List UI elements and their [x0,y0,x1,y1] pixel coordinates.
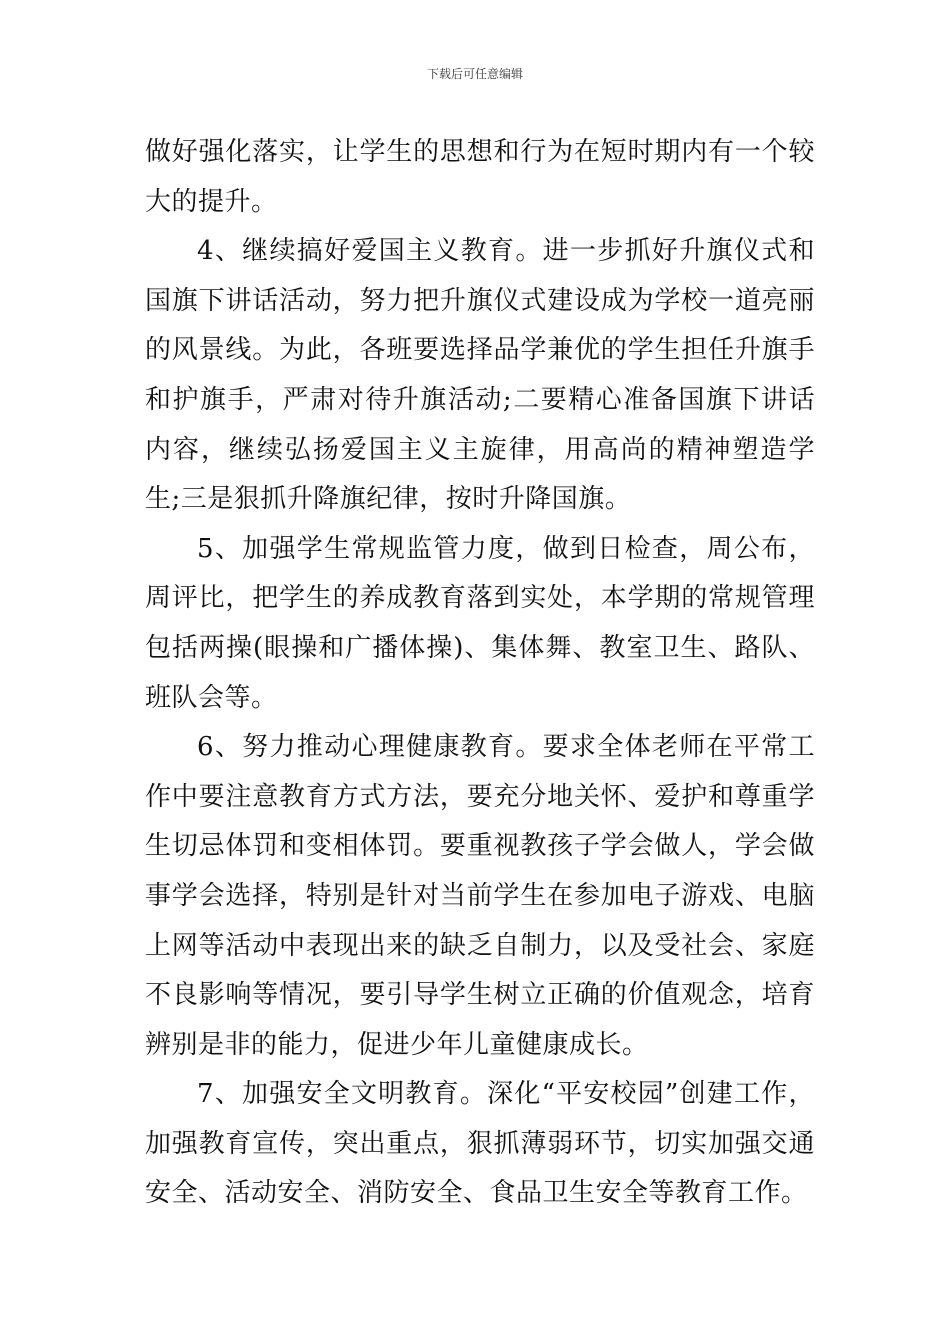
paragraph-continuation: 做好强化落实，让学生的思想和行为在短时期内有一个较大的提升。 [145,137,815,217]
paragraph-item-7: 7、加强安全文明教育。深化“平安校园”创建工作，加强教育宣传，突出重点，狠抓薄弱环节，切实加强交通安全、活动安全、消防安全、食品卫生安全等教育工作。 [145,1079,815,1209]
paragraph-item-6: 6、努力推动心理健康教育。要求全体老师在平常工作中要注意教育方式方法，要充分地关怀、爱护和尊重学生切忌体罚和变相体罚。要重视教孩子学会做人，学会做事学会选择，特别是针对当前学生在参加电子游戏、电脑上网等活动中表现出来的缺乏自制力，以及受社会、家庭不良影响等情况，要引导学生树立正确的价值观念，培育辨别是非的能力，促进少年儿童健康成长。 [145,732,815,1060]
document-body [145,128,815,1219]
paragraph-item-5: 5、加强学生常规监管力度，做到日检查，周公布，周评比，把学生的养成教育落到实处，本学期的常规管理包括两操(眼操和广播体操)、集体舞、教室卫生、路队、班队会等。 [145,533,815,713]
paragraph-item-4: 4、继续搞好爱国主义教育。进一步抓好升旗仪式和国旗下讲话活动，努力把升旗仪式建设成为学校一道亮丽的风景线。为此，各班要选择品学兼优的学生担任升旗手和护旗手，严肃对待升旗活动;二要精心准备国旗下讲话内容，继续弘扬爱国主义主旋律，用高尚的精神塑造学生;三是狠抓升降旗纪律，按时升降国旗。 [145,236,815,515]
page-header: 下载后可任意编辑 [426,67,523,81]
